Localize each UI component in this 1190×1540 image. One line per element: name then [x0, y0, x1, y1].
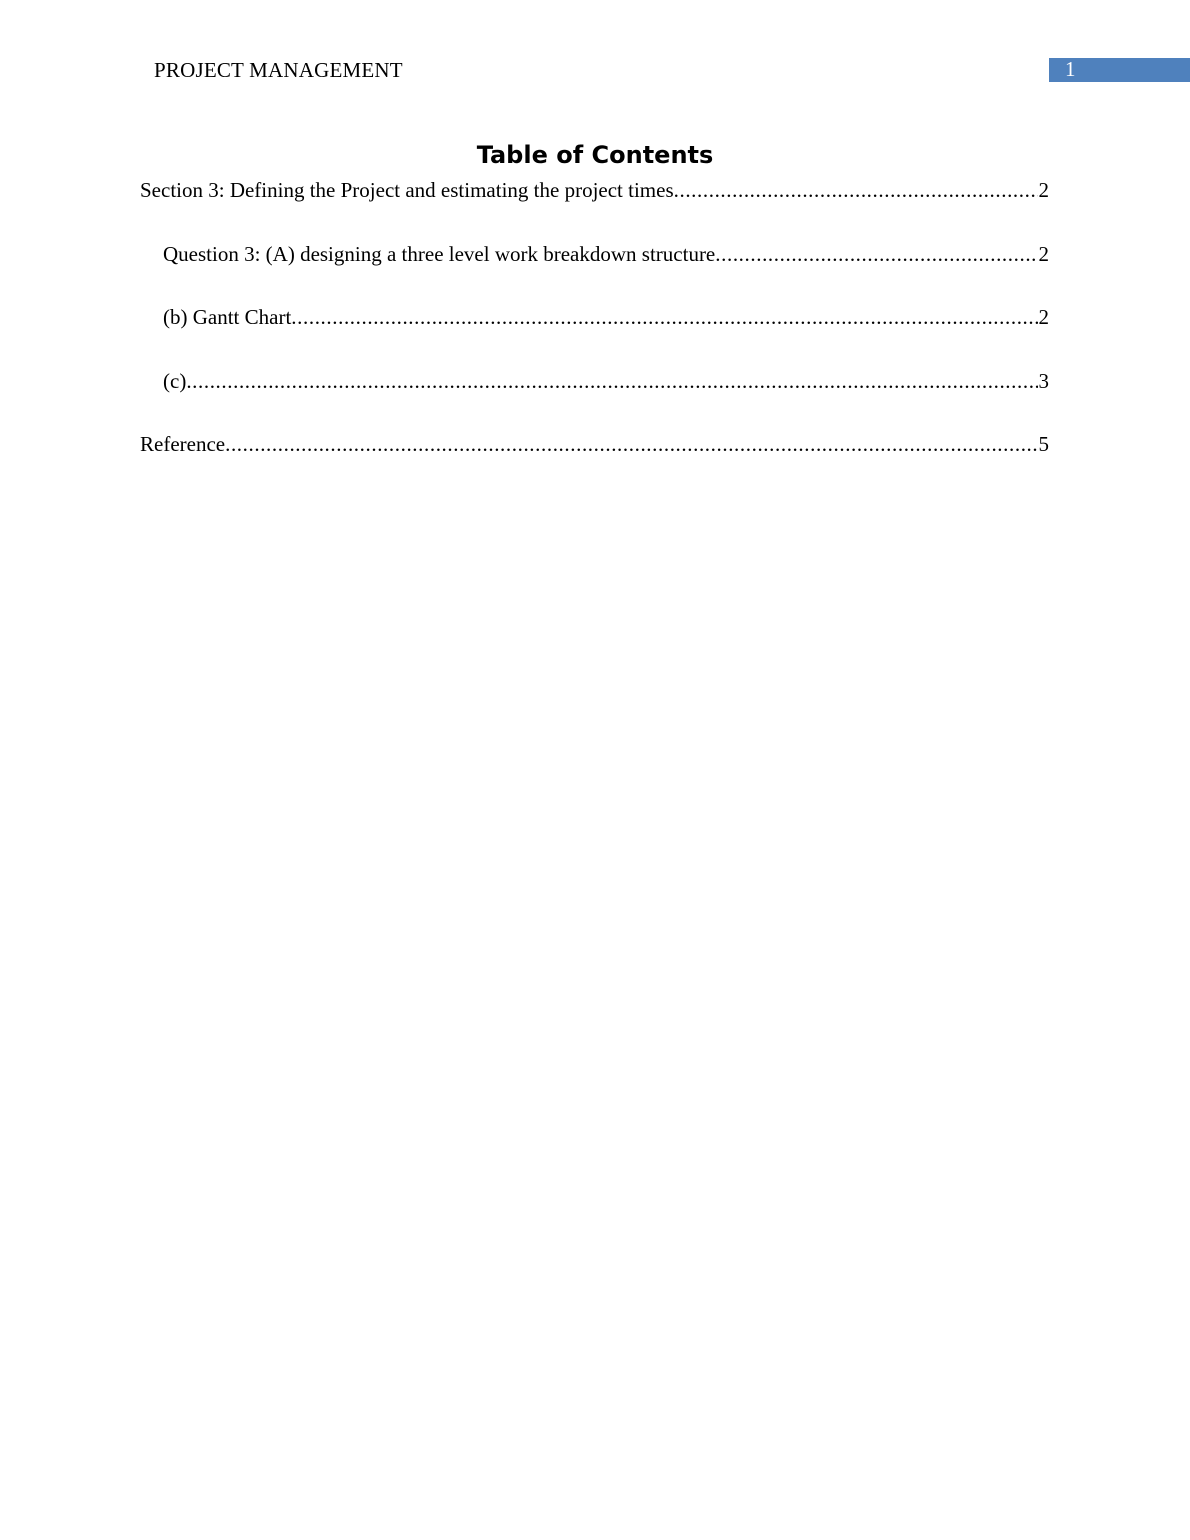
- toc-entry-c[interactable]: [163, 368, 1049, 394]
- toc-entry-gantt-chart[interactable]: [163, 304, 1049, 330]
- toc-dot-leader: [225, 431, 1037, 457]
- toc-entry-text: Section 3: Defining the Project and estimating the project times: [140, 178, 674, 202]
- toc-entry-section-3[interactable]: [140, 177, 1049, 203]
- toc-dot-leader: [715, 241, 1037, 267]
- toc-entry-page: 5: [1038, 432, 1049, 456]
- toc-entry-question-3[interactable]: [163, 241, 1049, 267]
- toc-entry-text: (c): [163, 369, 187, 393]
- page-number-badge: [1049, 58, 1190, 82]
- running-head: PROJECT MANAGEMENT: [154, 58, 403, 82]
- toc-entry-page: 2: [1038, 242, 1049, 266]
- toc-dot-leader: [674, 177, 1038, 203]
- toc-entry-text: (b) Gantt Chart: [163, 305, 292, 329]
- toc-entry-page: 2: [1038, 305, 1049, 329]
- toc-entry-reference[interactable]: [140, 431, 1049, 457]
- toc-entry-page: 3: [1038, 369, 1049, 393]
- page-number: 1: [1065, 57, 1076, 81]
- toc-dot-leader: [186, 368, 1037, 394]
- toc-entry-text: Question 3: (A) designing a three level work breakdown structure: [163, 242, 716, 266]
- toc-title: Table of Contents: [476, 141, 714, 169]
- toc-dot-leader: [291, 304, 1037, 330]
- toc-entry-page: 2: [1038, 178, 1049, 202]
- toc-entry-text: Reference: [140, 432, 226, 456]
